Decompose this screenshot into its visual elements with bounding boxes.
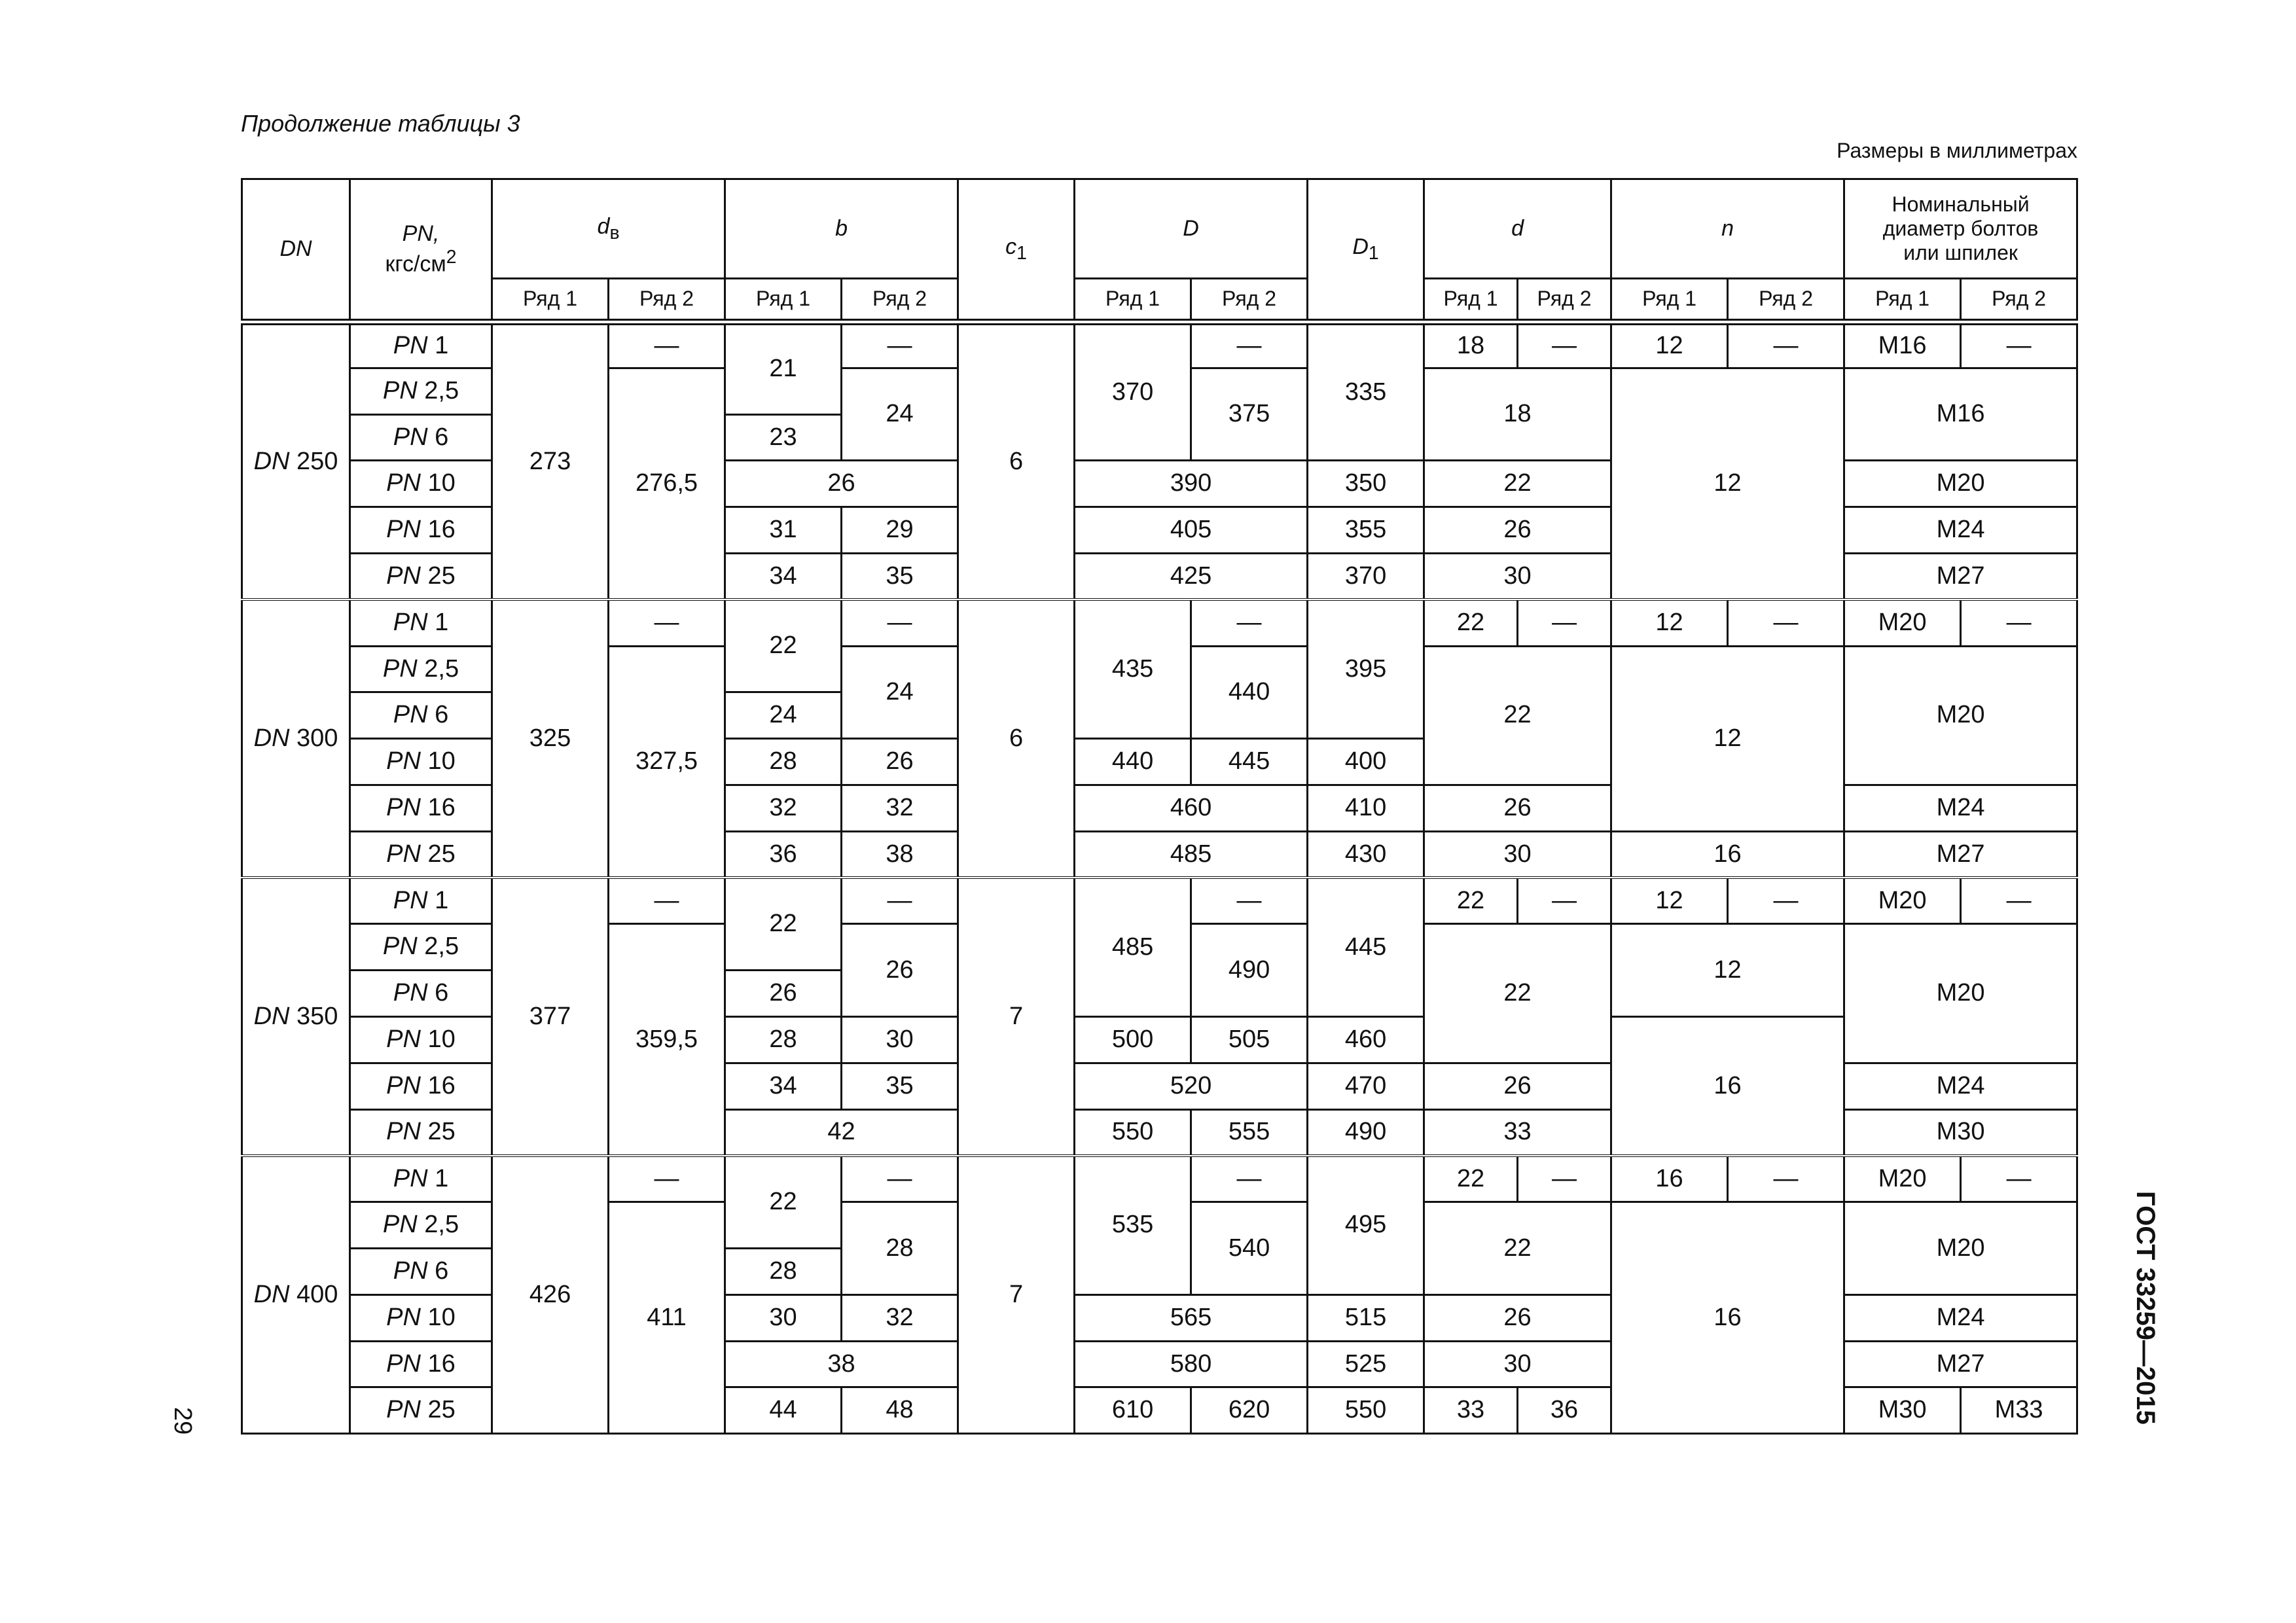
n-cell: 16 (1611, 1202, 1844, 1434)
n-cell: 16 (1611, 831, 1844, 878)
header-b: b (725, 179, 958, 279)
header-c1: $c_1$ (958, 179, 1075, 322)
b2-cell: 24 (842, 368, 958, 461)
header-dv: $d_в$ (492, 179, 725, 279)
pn-cell: PN 10 (350, 461, 492, 507)
D1-cell: 370 (1308, 553, 1424, 599)
n-cell: 12 (1611, 924, 1844, 1017)
D-row2-cell: 440 (1191, 646, 1308, 739)
pn-cell: PN 25 (350, 553, 492, 599)
pn-cell: PN 1 (350, 878, 492, 924)
group-dn400 (242, 1156, 2077, 1434)
b1-cell: 22 (725, 599, 842, 692)
b1-cell: 36 (725, 831, 842, 878)
b2-cell: 35 (842, 553, 958, 599)
header-dn: DN (242, 179, 350, 322)
b2-cell: — (842, 599, 958, 646)
D1-cell: 515 (1308, 1294, 1424, 1341)
d2-cell: — (1518, 599, 1611, 646)
b1-cell: 23 (725, 414, 842, 461)
bolt-cell: M24 (1844, 1063, 2077, 1109)
dv2-cell: 411 (609, 1202, 725, 1434)
b-cell: 38 (725, 1341, 958, 1387)
c1-cell: 7 (958, 878, 1075, 1156)
b1-cell: 34 (725, 553, 842, 599)
d1-cell: 18 (1424, 322, 1518, 368)
pn-cell: PN 2,5 (350, 924, 492, 971)
bolt-cell: M20 (1844, 646, 2077, 785)
D1-cell: 335 (1308, 322, 1424, 461)
D1-cell: 445 (1308, 878, 1424, 1016)
d-cell: 26 (1424, 1294, 1611, 1341)
d2-cell: — (1518, 878, 1611, 924)
b2-cell: 38 (842, 831, 958, 878)
dn-cell: DN 350 (242, 878, 350, 1156)
header-D: D (1075, 179, 1308, 279)
b2-cell: 32 (842, 785, 958, 831)
D-cell: 460 (1075, 785, 1308, 831)
dv1-cell: 273 (492, 322, 609, 600)
bolt2-cell: — (1961, 1156, 2077, 1202)
c1-cell: 6 (958, 599, 1075, 878)
b2-cell: 29 (842, 507, 958, 554)
D1-cell: 430 (1308, 831, 1424, 878)
d-cell: 26 (1424, 785, 1611, 831)
b-cell: 42 (725, 1109, 958, 1156)
header-row1: Ряд 1 (1424, 279, 1518, 322)
b1-cell: 28 (725, 1248, 842, 1294)
n2-cell: — (1728, 322, 1844, 368)
pn-cell: PN 1 (350, 599, 492, 646)
b1-cell: 31 (725, 507, 842, 554)
bolt-cell: M20 (1844, 1202, 2077, 1295)
d-cell: 30 (1424, 1341, 1611, 1387)
b1-cell: 21 (725, 322, 842, 415)
header-d: d (1424, 179, 1611, 279)
header-row2: Ряд 2 (609, 279, 725, 322)
pn-cell: PN 2,5 (350, 1202, 492, 1249)
header-row1: Ряд 1 (1844, 279, 1961, 322)
D-cell: 580 (1075, 1341, 1308, 1387)
b1-cell: 22 (725, 878, 842, 971)
bolt-cell: M20 (1844, 461, 2077, 507)
d-cell: 30 (1424, 831, 1611, 878)
D-row2-cell: 540 (1191, 1202, 1308, 1295)
D-cell: 425 (1075, 553, 1308, 599)
d2-cell: — (1518, 1156, 1611, 1202)
D1-cell: 400 (1308, 739, 1424, 785)
D1-row1-cell: 370 (1075, 322, 1191, 461)
D1-cell: 395 (1308, 599, 1424, 738)
n-cell: 12 (1611, 646, 1844, 831)
b2-cell: 24 (842, 646, 958, 739)
header-pn: PN, кгс/$см^2$ (350, 179, 492, 322)
table-caption: Продолжение таблицы 3 (241, 110, 520, 137)
header-row2: Ряд 2 (1728, 279, 1844, 322)
dv2-cell: — (609, 322, 725, 368)
D-row2-cell: — (1191, 322, 1308, 368)
pn-cell: PN 10 (350, 739, 492, 785)
d-cell: 22 (1424, 461, 1611, 507)
n1-cell: 12 (1611, 599, 1728, 646)
b1-cell: 34 (725, 1063, 842, 1109)
bolt-cell: M24 (1844, 1294, 2077, 1341)
n-cell: 16 (1611, 1016, 1844, 1155)
b1-cell: 28 (725, 1016, 842, 1063)
n-cell: 12 (1611, 368, 1844, 599)
dv2-cell: 276,5 (609, 368, 725, 599)
D-row2-cell: — (1191, 878, 1308, 924)
header-row1: Ряд 1 (1611, 279, 1728, 322)
bolt1-cell: M30 (1844, 1387, 1961, 1434)
D1-cell: 550 (1308, 1387, 1424, 1434)
n2-cell: — (1728, 1156, 1844, 1202)
d-cell: 26 (1424, 507, 1611, 554)
dv2-cell: 327,5 (609, 646, 725, 878)
b1-cell: 24 (725, 692, 842, 739)
D-row2-cell: 375 (1191, 368, 1308, 461)
bolt2-cell: M33 (1961, 1387, 2077, 1434)
pn-cell: PN 16 (350, 1341, 492, 1387)
bolt-cell: M24 (1844, 507, 2077, 554)
group-dn250 (242, 322, 2077, 600)
b2-cell: 30 (842, 1016, 958, 1063)
dv2-cell: — (609, 599, 725, 646)
D-row2-cell: 490 (1191, 924, 1308, 1017)
bolt-cell: M24 (1844, 785, 2077, 831)
D-row2-cell: — (1191, 1156, 1308, 1202)
n1-cell: 16 (1611, 1156, 1728, 1202)
D-row2-cell: — (1191, 599, 1308, 646)
c1-cell: 7 (958, 1156, 1075, 1434)
bolt-cell: M27 (1844, 831, 2077, 878)
d-cell: 18 (1424, 368, 1611, 461)
D-row1-cell: 440 (1075, 739, 1191, 785)
d-cell: 33 (1424, 1109, 1611, 1156)
header-bolts: Номинальный диаметр болтов или шпилек (1844, 179, 2077, 279)
pn-cell: PN 16 (350, 785, 492, 831)
dv2-cell: — (609, 1156, 725, 1202)
pn-cell: PN 2,5 (350, 368, 492, 414)
dv1-cell: 325 (492, 599, 609, 878)
dn-cell: DN 300 (242, 599, 350, 878)
b1-cell: 44 (725, 1387, 842, 1434)
group-dn300 (242, 599, 2077, 878)
pn-cell: PN 6 (350, 414, 492, 461)
d-cell: 30 (1424, 553, 1611, 599)
dv2-cell: 359,5 (609, 924, 725, 1156)
D1-cell: 525 (1308, 1341, 1424, 1387)
D-cell: 405 (1075, 507, 1308, 554)
d1-cell: 22 (1424, 878, 1518, 924)
units-note: Размеры в миллиметрах (1837, 139, 2077, 162)
n1-cell: 12 (1611, 878, 1728, 924)
header-row2: Ряд 2 (1518, 279, 1611, 322)
c1-cell: 6 (958, 322, 1075, 600)
dn-cell: DN 400 (242, 1156, 350, 1434)
b1-cell: 32 (725, 785, 842, 831)
bolt-cell: M20 (1844, 924, 2077, 1063)
bolt2-cell: — (1961, 599, 2077, 646)
pn-cell: PN 2,5 (350, 646, 492, 692)
d-cell: 26 (1424, 1063, 1611, 1109)
flange-dimensions-table (241, 178, 2078, 1435)
pn-cell: PN 6 (350, 971, 492, 1017)
bolt-cell: M27 (1844, 553, 2077, 599)
b2-cell: 28 (842, 1202, 958, 1295)
D1-cell: 460 (1308, 1016, 1424, 1063)
d-cell: 22 (1424, 1202, 1611, 1295)
D-row2-cell: 445 (1191, 739, 1308, 785)
n2-cell: — (1728, 599, 1844, 646)
d-cell: 22 (1424, 924, 1611, 1063)
pn-cell: PN 10 (350, 1016, 492, 1063)
dn-cell: DN 250 (242, 322, 350, 600)
b1-cell: 28 (725, 739, 842, 785)
D1-cell: 410 (1308, 785, 1424, 831)
bolt-cell: M30 (1844, 1109, 2077, 1156)
b2-cell: — (842, 322, 958, 368)
pn-cell: PN 6 (350, 1248, 492, 1294)
pn-cell: PN 1 (350, 1156, 492, 1202)
b-cell: 26 (725, 461, 958, 507)
header-row1: Ряд 1 (492, 279, 609, 322)
pn-cell: PN 25 (350, 1109, 492, 1156)
D1-cell: 470 (1308, 1063, 1424, 1109)
dv1-cell: 377 (492, 878, 609, 1156)
D1-cell: 495 (1308, 1156, 1424, 1294)
n2-cell: — (1728, 878, 1844, 924)
bolt1-cell: M16 (1844, 322, 1961, 368)
bolt-cell: M16 (1844, 368, 2077, 461)
D1-cell: 355 (1308, 507, 1424, 554)
D-row1-cell: 500 (1075, 1016, 1191, 1063)
pn-cell: PN 16 (350, 1063, 492, 1109)
dv1-cell: 426 (492, 1156, 609, 1434)
page-number: 29 (169, 1407, 196, 1435)
header-n: n (1611, 179, 1844, 279)
D1-cell: 350 (1308, 461, 1424, 507)
D-cell: 390 (1075, 461, 1308, 507)
b2-cell: 35 (842, 1063, 958, 1109)
D-row1-cell: 485 (1075, 878, 1191, 1016)
bolt2-cell: — (1961, 878, 2077, 924)
pn-cell: PN 6 (350, 692, 492, 739)
D-row2-cell: 620 (1191, 1387, 1308, 1434)
b1-cell: 22 (725, 1156, 842, 1249)
pn-cell: PN 25 (350, 1387, 492, 1434)
D-row1-cell: 610 (1075, 1387, 1191, 1434)
D-cell: 485 (1075, 831, 1308, 878)
D-row1-cell: 435 (1075, 599, 1191, 738)
n1-cell: 12 (1611, 322, 1728, 368)
D-cell: 565 (1075, 1294, 1308, 1341)
header-row2: Ряд 2 (842, 279, 958, 322)
bolt-cell: M27 (1844, 1341, 2077, 1387)
b2-cell: 48 (842, 1387, 958, 1434)
D-cell: 520 (1075, 1063, 1308, 1109)
group-dn350 (242, 878, 2077, 1156)
d2-cell: 36 (1518, 1387, 1611, 1434)
d-cell: 22 (1424, 646, 1611, 785)
b2-cell: — (842, 878, 958, 924)
b2-cell: 26 (842, 739, 958, 785)
d2-cell: — (1518, 322, 1611, 368)
D-row2-cell: 505 (1191, 1016, 1308, 1063)
header-row2: Ряд 2 (1961, 279, 2077, 322)
D-row2-cell: 555 (1191, 1109, 1308, 1156)
D-row1-cell: 550 (1075, 1109, 1191, 1156)
pn-cell: PN 16 (350, 507, 492, 554)
b2-cell: — (842, 1156, 958, 1202)
d1-cell: 22 (1424, 1156, 1518, 1202)
pn-cell: PN 25 (350, 831, 492, 878)
d1-cell: 22 (1424, 599, 1518, 646)
header-row1: Ряд 1 (725, 279, 842, 322)
pn-cell: PN 10 (350, 1294, 492, 1341)
dv2-cell: — (609, 878, 725, 924)
bolt1-cell: M20 (1844, 1156, 1961, 1202)
D1-cell: 490 (1308, 1109, 1424, 1156)
header-D1: $D_1$ (1308, 179, 1424, 322)
bolt1-cell: M20 (1844, 599, 1961, 646)
b1-cell: 26 (725, 971, 842, 1017)
header-row1: Ряд 1 (1075, 279, 1191, 322)
b1-cell: 30 (725, 1294, 842, 1341)
D-row1-cell: 535 (1075, 1156, 1191, 1294)
pn-cell: PN 1 (350, 322, 492, 368)
header-row2: Ряд 2 (1191, 279, 1308, 322)
bolt2-cell: — (1961, 322, 2077, 368)
d1-cell: 33 (1424, 1387, 1518, 1434)
b2-cell: 26 (842, 924, 958, 1017)
document-code: ГОСТ 33259—2015 (2131, 1191, 2160, 1425)
b2-cell: 32 (842, 1294, 958, 1341)
bolt1-cell: M20 (1844, 878, 1961, 924)
